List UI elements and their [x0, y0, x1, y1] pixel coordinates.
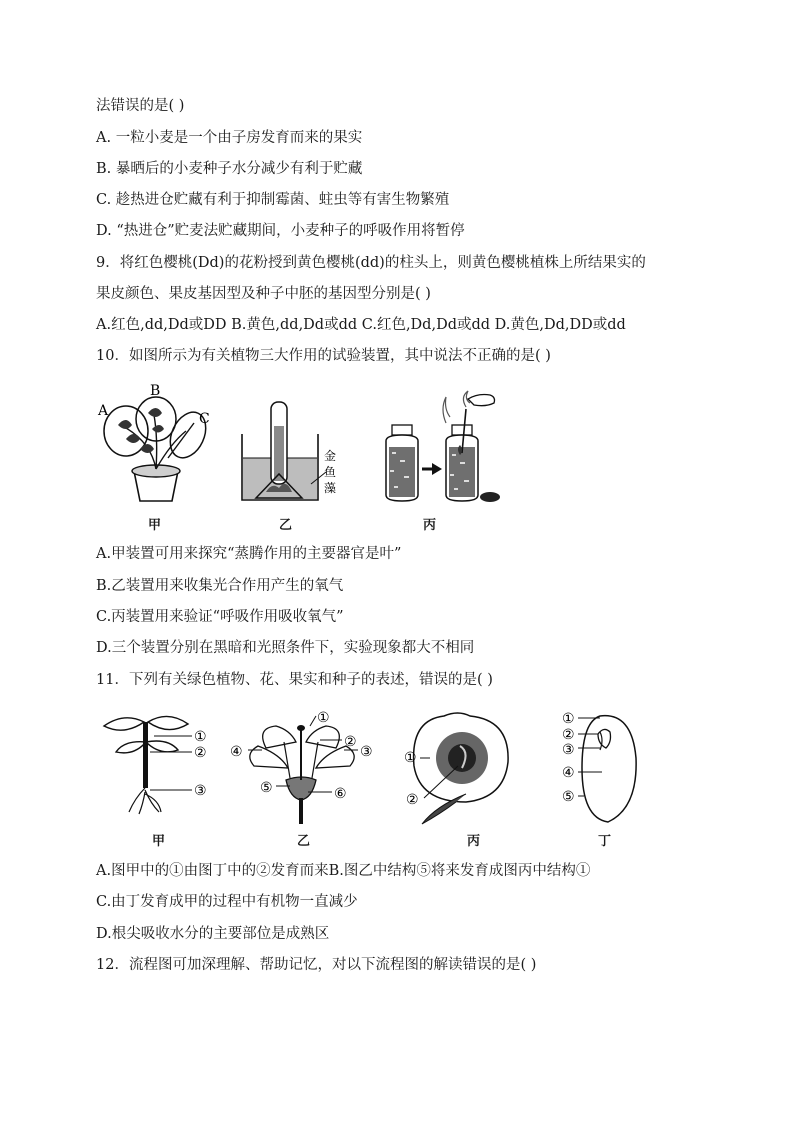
q8-option-b: B. 暴晒后的小麦种子水分减少有利于贮藏 — [96, 161, 363, 177]
q8-option-a: A. 一粒小麦是一个由子房发育而来的果实 — [96, 130, 363, 146]
label-c: C — [199, 411, 210, 427]
ding-marker-5: ⑤ — [562, 789, 575, 805]
q11-option-ab: A.图甲中的①由图丁中的②发育而来B.图乙中结构⑤将来发育成图丙中结构① — [96, 863, 591, 879]
q11-figure-jia — [100, 708, 220, 826]
q11-caption-yi: 乙 — [297, 834, 311, 849]
q11-figure-yi — [226, 708, 381, 826]
jia-marker-1: ① — [194, 729, 207, 745]
label-b: B — [150, 383, 161, 399]
yi-marker-5: ⑤ — [260, 780, 273, 796]
q10-stem: 10．如图所示为有关植物三大作用的试验装置，其中说法不正确的是( ) — [96, 348, 551, 364]
yi-marker-3: ③ — [360, 744, 373, 760]
q10-caption-bing: 丙 — [423, 518, 437, 533]
jia-marker-3: ③ — [194, 783, 207, 799]
q10-caption-yi: 乙 — [279, 518, 293, 533]
ding-marker-3: ③ — [562, 742, 575, 758]
q10-figure-bing — [376, 383, 506, 508]
q8-option-c: C. 趁热进仓贮藏有利于抑制霉菌、蛀虫等有害生物繁殖 — [96, 192, 450, 208]
q11-figure-ding — [560, 708, 660, 826]
bing-marker-1: ① — [404, 750, 417, 766]
q11-figure-bing — [400, 706, 530, 826]
ding-marker-1: ① — [562, 711, 575, 727]
yi-marker-2: ② — [344, 734, 357, 750]
algae-label-1: 金 — [324, 449, 337, 463]
bing-marker-2: ② — [406, 792, 419, 808]
q10-figure-yi — [236, 396, 346, 508]
q8-option-d: D. “热进仓”贮麦法贮藏期间，小麦种子的呼吸作用将暂停 — [96, 223, 465, 239]
q11-stem: 11．下列有关绿色植物、花、果实和种子的表述，错误的是( ) — [96, 672, 493, 688]
q9-stem-line2: 果皮颜色、果皮基因型及种子中胚的基因型分别是( ) — [96, 286, 431, 302]
label-a: A — [98, 403, 109, 419]
q9-options: A.红色,dd,Dd或DD B.黄色,dd,Dd或dd C.红色,Dd,Dd或dd D.黄色,Dd,DD或dd — [96, 317, 626, 333]
q10-option-a: A.甲装置可用来探究“蒸腾作用的主要器官是叶” — [96, 546, 402, 562]
q12-stem: 12．流程图可加深理解、帮助记忆，对以下流程图的解读错误的是( ) — [96, 957, 537, 973]
jia-marker-2: ② — [194, 745, 207, 761]
algae-label-2: 鱼 — [324, 465, 337, 479]
q10-caption-jia: 甲 — [148, 518, 162, 533]
yi-marker-4: ④ — [230, 744, 243, 760]
q10-option-c: C.丙装置用来验证“呼吸作用吸收氧气” — [96, 609, 344, 625]
ding-marker-4: ④ — [562, 765, 575, 781]
algae-label-3: 藻 — [324, 481, 337, 495]
q10-option-d: D.三个装置分别在黑暗和光照条件下，实验现象都大不相同 — [96, 640, 475, 656]
q10-option-b: B.乙装置用来收集光合作用产生的氧气 — [96, 578, 344, 594]
q11-caption-ding: 丁 — [598, 834, 612, 849]
ding-marker-2: ② — [562, 727, 575, 743]
q11-caption-jia: 甲 — [152, 834, 166, 849]
q8-stem-tail: 法错误的是( ) — [96, 98, 185, 114]
q11-caption-bing: 丙 — [467, 834, 481, 849]
q11-option-c: C.由丁发育成甲的过程中有机物一直减少 — [96, 894, 358, 910]
yi-marker-6: ⑥ — [334, 786, 347, 802]
yi-marker-1: ① — [317, 710, 330, 726]
q10-figure-jia — [96, 383, 216, 508]
q11-option-d: D.根尖吸收水分的主要部位是成熟区 — [96, 926, 330, 942]
q9-stem-line1: 9．将红色樱桃(Dd)的花粉授到黄色樱桃(dd)的柱头上，则黄色樱桃植株上所结果实的 — [96, 255, 646, 271]
